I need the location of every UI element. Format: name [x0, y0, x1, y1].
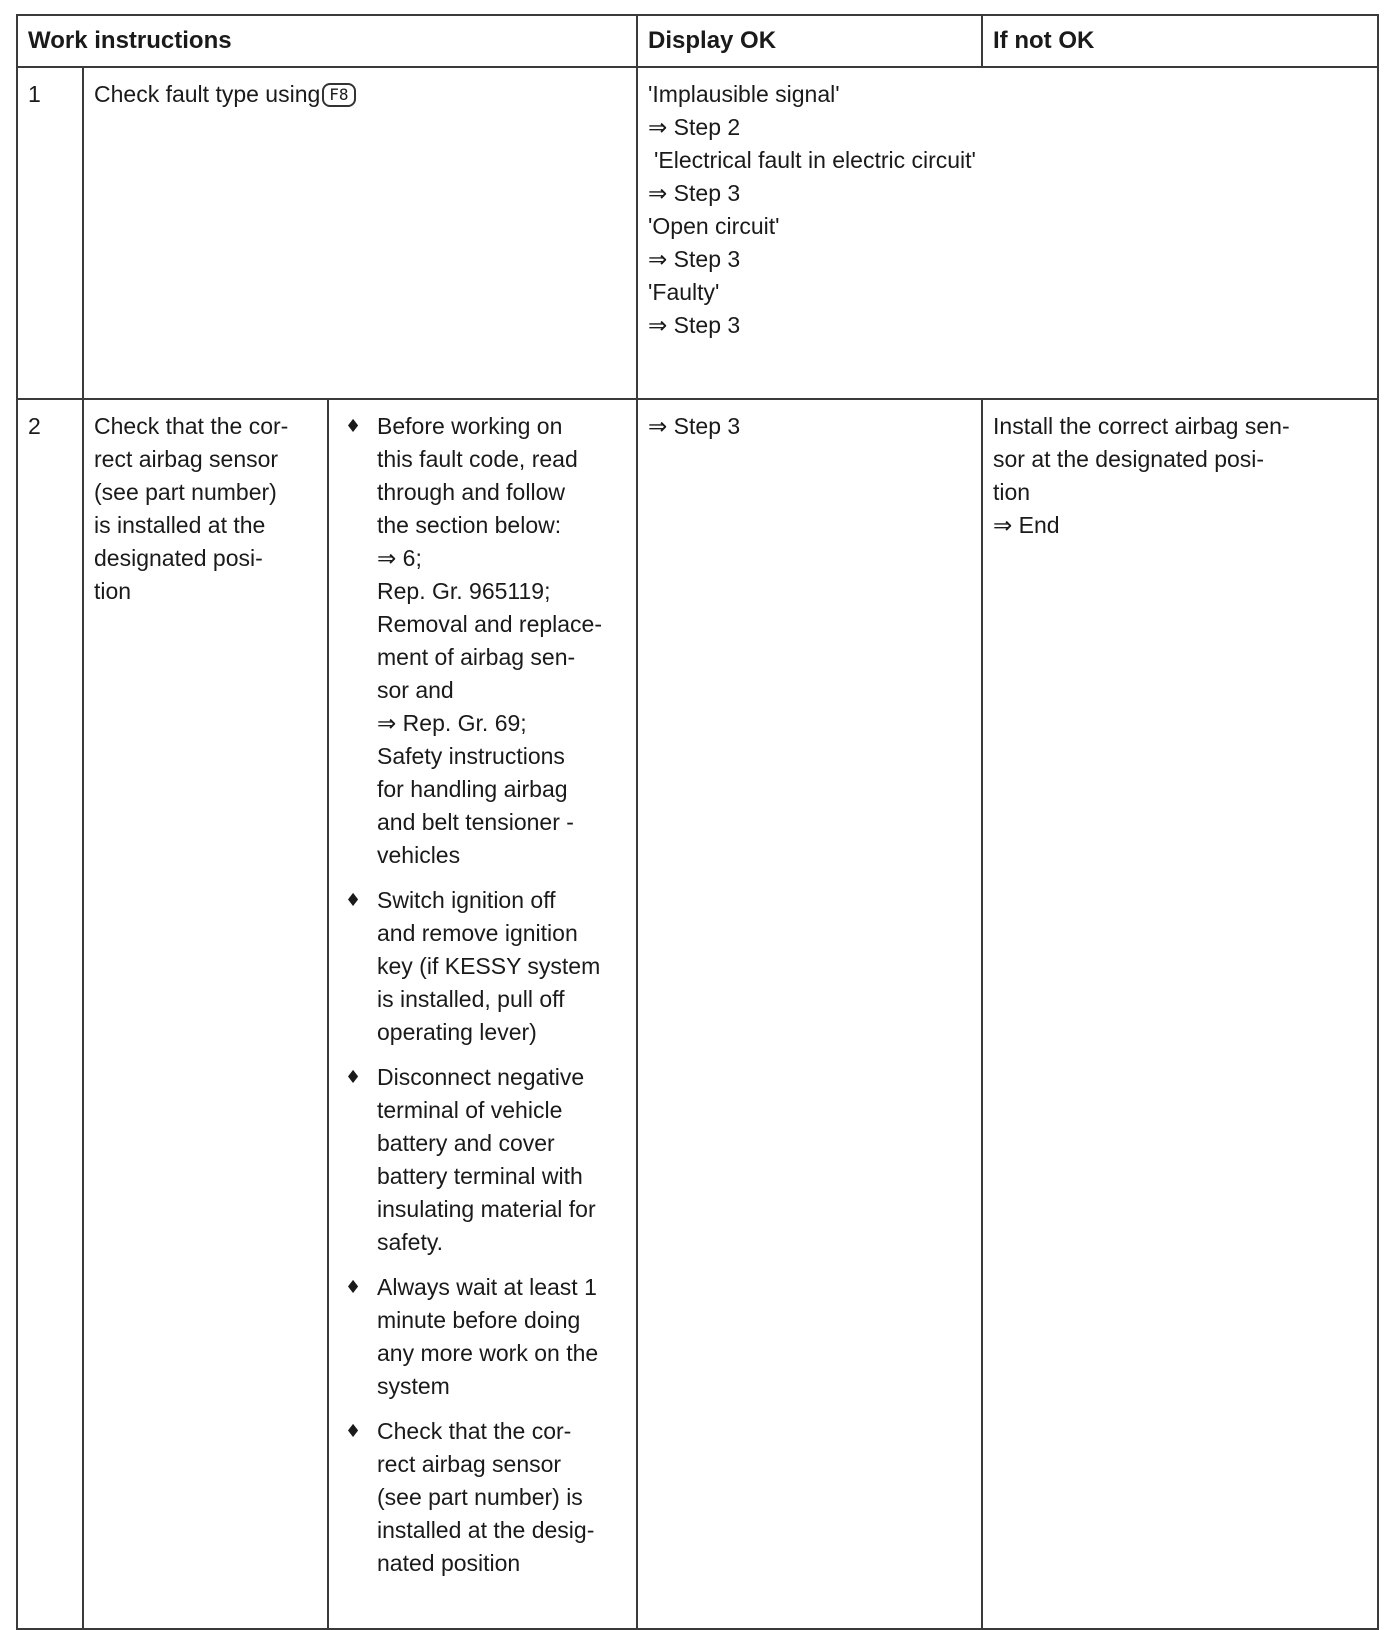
- display-ok-cell: [637, 67, 1378, 399]
- bullet-text: Check that the cor- rect airbag sensor (see part number) is installed at the desig- nated position: [377, 1418, 595, 1576]
- if-not-ok-cell: Install the correct airbag sen- sor at the designated posi- tion ⇒ End: [982, 399, 1378, 1629]
- f8-key-icon: F8: [322, 83, 355, 107]
- step-instruction: Check that the cor- rect airbag sensor (see part number) is installed at the designated posi- tion: [83, 399, 328, 1629]
- display-result: 'Electrical fault in electric circuit': [654, 147, 976, 173]
- header-work-instructions: Work instructions: [17, 15, 637, 67]
- step-number: 1: [17, 67, 83, 399]
- display-goto: ⇒ Step 2: [648, 114, 741, 140]
- list-item: [339, 1061, 628, 1259]
- step-instruction: [83, 67, 637, 399]
- diamond-bullet-icon: ♦: [345, 416, 362, 437]
- display-ok-cell: ⇒ Step 3: [637, 399, 982, 1629]
- diamond-bullet-icon: ♦: [345, 1277, 362, 1298]
- bullet-text: Switch ignition off and remove ignition key (if KESSY system is installed, pull off operating lever): [377, 887, 601, 1045]
- list-item: [339, 884, 628, 1049]
- bullet-list: [339, 410, 628, 1580]
- list-item: [339, 410, 628, 872]
- bullet-text: Always wait at least 1 minute before doing any more work on the system: [377, 1274, 599, 1399]
- diamond-bullet-icon: ♦: [345, 1067, 362, 1088]
- table-row: [17, 67, 1378, 399]
- instruction-text: Check fault type using: [94, 81, 321, 107]
- work-instructions-table: [16, 14, 1379, 1630]
- display-result: 'Faulty': [648, 279, 720, 305]
- table-header-row: [17, 15, 1378, 67]
- display-goto: ⇒ Step 3: [648, 246, 741, 272]
- display-goto: ⇒ Step 3: [648, 312, 741, 338]
- diamond-bullet-icon: ♦: [345, 890, 362, 911]
- list-item: [339, 1415, 628, 1580]
- step-number: 2: [17, 399, 83, 1629]
- header-display-ok: Display OK: [637, 15, 982, 67]
- display-result: 'Open circuit': [648, 213, 780, 239]
- list-item: [339, 1271, 628, 1403]
- diamond-bullet-icon: ♦: [345, 1421, 362, 1442]
- step-notes: [328, 399, 637, 1629]
- table-row: [17, 399, 1378, 1629]
- bullet-text: Before working on this fault code, read through and follow the section below: ⇒ 6; Rep. Gr. 965119; Removal and replace- ment of airbag sen- sor and ⇒ Rep. Gr. 69; Safety instructions for handling airbag and belt tensioner - vehicles: [377, 413, 603, 868]
- display-result: 'Implausible signal': [648, 81, 840, 107]
- display-goto: ⇒ Step 3: [648, 180, 741, 206]
- bullet-text: Disconnect negative terminal of vehicle battery and cover battery terminal with insulating material for safety.: [377, 1064, 596, 1255]
- header-if-not-ok: If not OK: [982, 15, 1378, 67]
